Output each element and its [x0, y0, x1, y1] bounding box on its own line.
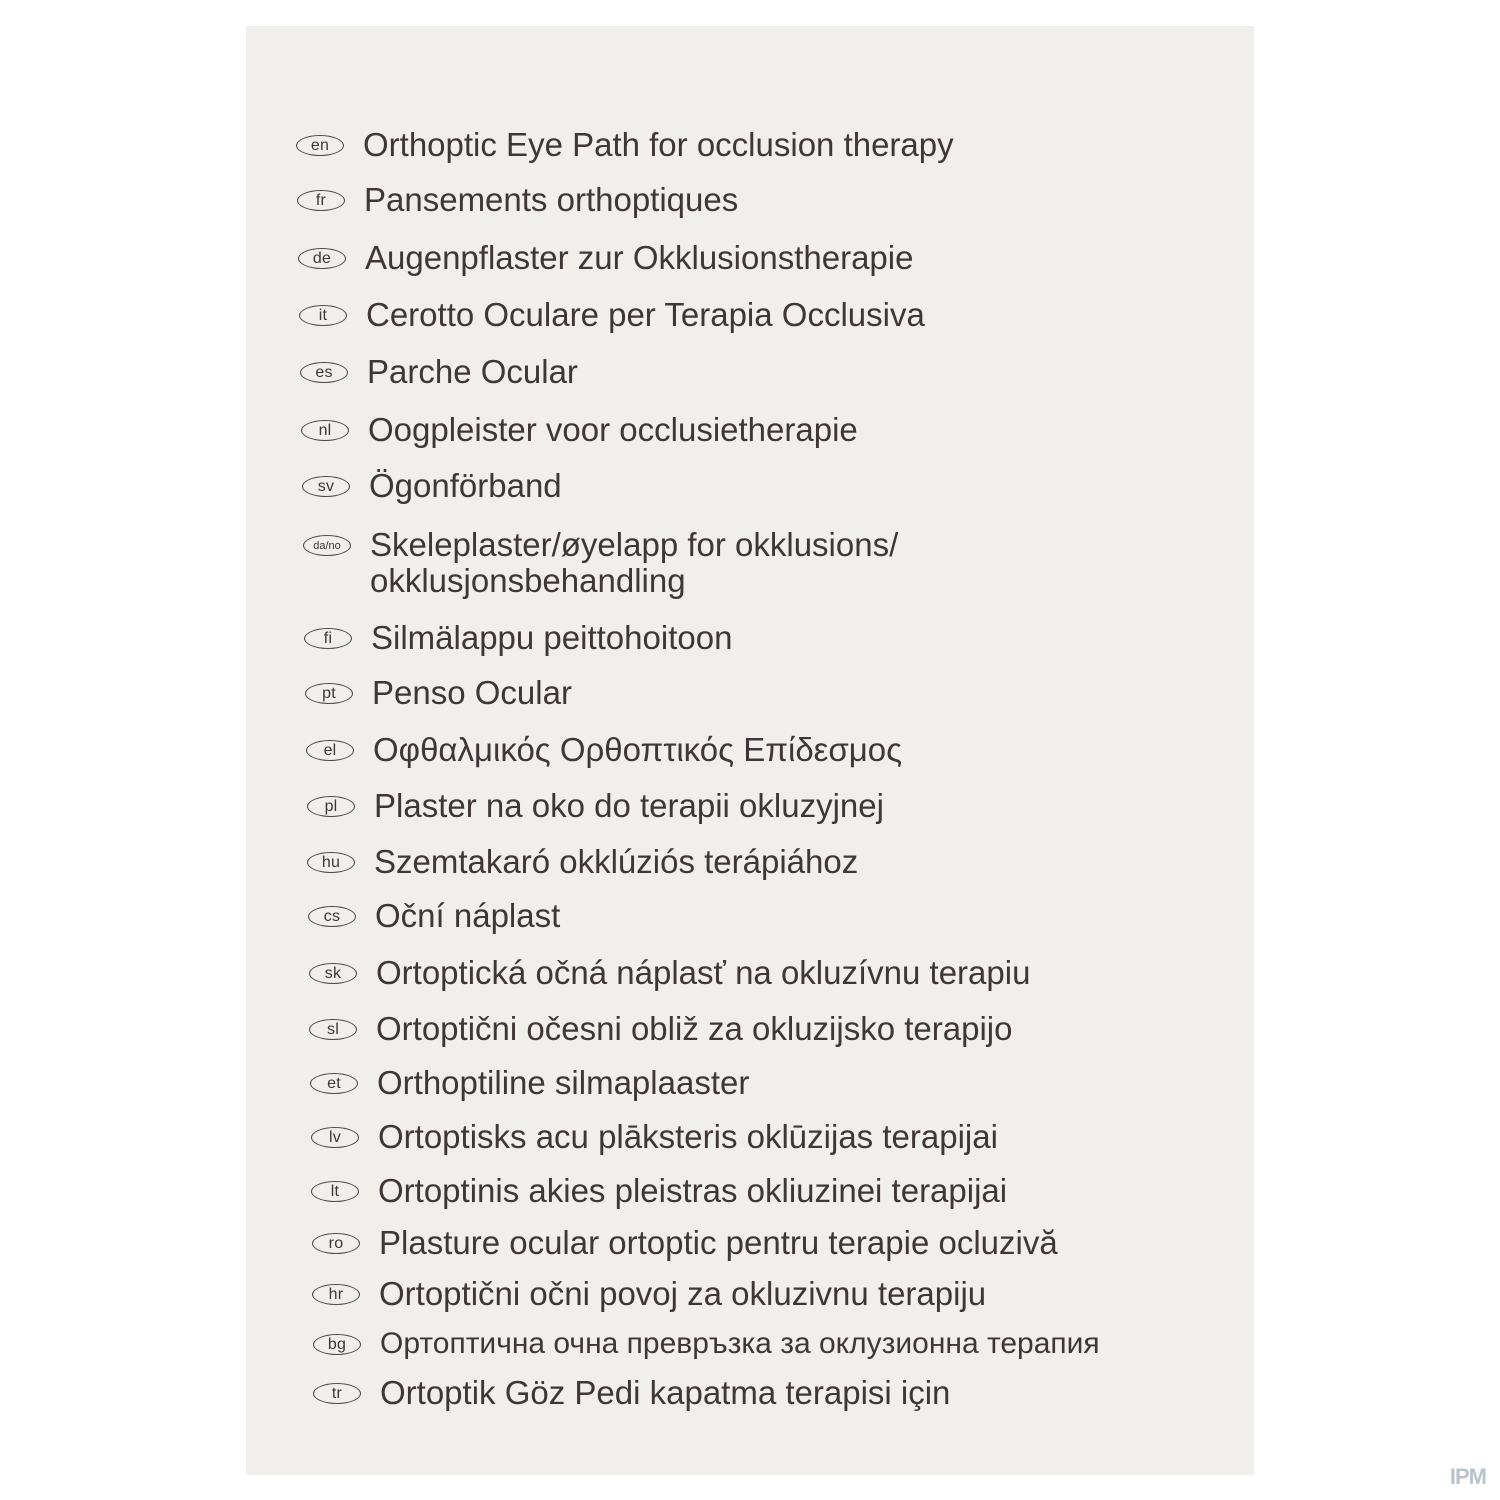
language-row-tr	[313, 1374, 950, 1411]
product-name: Silmälappu peittohoitoon	[371, 619, 733, 656]
product-name: Oogpleister voor occlusietherapie	[368, 411, 858, 448]
product-name: Oční náplast	[375, 897, 561, 934]
language-row-da-no	[303, 526, 898, 599]
product-name: Penso Ocular	[372, 674, 572, 711]
language-row-lv	[311, 1118, 998, 1155]
language-row-es	[300, 353, 578, 390]
language-code-badge: et	[310, 1073, 358, 1094]
language-code-badge: it	[299, 305, 347, 326]
product-name: Augenpflaster zur Okklusionstherapie	[365, 239, 914, 276]
language-code-badge: fi	[304, 628, 352, 649]
language-row-fi	[304, 619, 732, 656]
product-name: Cerotto Oculare per Terapia Occlusiva	[366, 296, 925, 333]
language-code-badge: sv	[302, 476, 350, 497]
language-code-badge: ro	[312, 1233, 360, 1254]
product-name: Ögonförband	[369, 467, 562, 504]
language-code-badge: hr	[312, 1284, 360, 1305]
language-row-fr	[297, 181, 738, 218]
product-name: Ортоптична очна превръзка за оклузионна терапия	[380, 1327, 1100, 1360]
product-name-line-2: okklusjonsbehandling	[370, 562, 686, 599]
language-row-el	[306, 731, 902, 768]
language-list	[246, 26, 1254, 1475]
language-row-pt	[305, 674, 572, 711]
product-name: Parche Ocular	[367, 353, 578, 390]
product-name: Plasture ocular ortoptic pentru terapie ocluzivă	[379, 1224, 1058, 1261]
language-row-pl	[307, 787, 884, 824]
language-row-sk	[309, 954, 1030, 991]
language-code-badge: pl	[307, 796, 355, 817]
watermark-logo: IPM	[1449, 1464, 1486, 1489]
product-name: Plaster na oko do terapii okluzyjnej	[374, 787, 884, 824]
language-row-sl	[309, 1010, 1012, 1047]
product-name: Szemtakaró okklúziós terápiához	[374, 843, 859, 880]
product-name: Pansements orthoptiques	[364, 181, 739, 218]
language-code-badge: el	[306, 740, 354, 761]
language-code-badge: lv	[311, 1127, 359, 1148]
product-name-line-1: Skeleplaster/øyelapp for okklusions/	[370, 526, 899, 563]
language-row-et	[310, 1064, 749, 1101]
product-name: Οφθαλμικός Ορθοπτικός Επίδεσμος	[373, 731, 903, 768]
language-code-badge: sl	[309, 1019, 357, 1040]
language-code-badge: sk	[309, 963, 357, 984]
language-row-nl	[301, 411, 858, 448]
product-name	[370, 526, 898, 599]
language-row-lt	[311, 1172, 1007, 1209]
language-row-en	[296, 126, 954, 163]
product-name: Ortoptisks acu plāksteris oklūzijas terapijai	[378, 1118, 998, 1155]
leaflet-card	[246, 26, 1254, 1475]
language-code-badge: fr	[297, 190, 345, 211]
product-name: Ortoptická očná náplasť na okluzívnu terapiu	[376, 954, 1031, 991]
language-row-ro	[312, 1224, 1058, 1261]
language-row-sv	[302, 467, 562, 504]
language-row-de	[298, 239, 913, 276]
product-name: Ortoptik Göz Pedi kapatma terapisi için	[380, 1374, 951, 1411]
language-code-badge: bg	[313, 1334, 361, 1355]
language-code-badge: tr	[313, 1383, 361, 1404]
language-code-badge: lt	[311, 1181, 359, 1202]
language-row-hr	[312, 1275, 986, 1312]
product-name: Ortoptični očesni obliž za okluzijsko terapijo	[376, 1010, 1013, 1047]
language-code-badge: es	[300, 362, 348, 383]
language-code-badge: nl	[301, 420, 349, 441]
language-row-bg	[313, 1325, 1100, 1362]
language-row-hu	[307, 843, 858, 880]
language-row-cs	[308, 897, 560, 934]
product-name: Ortoptinis akies pleistras okliuzinei terapijai	[378, 1172, 1008, 1209]
language-row-it	[299, 296, 925, 333]
product-name: Orthoptiline silmaplaaster	[377, 1064, 750, 1101]
language-code-badge: cs	[308, 906, 356, 927]
language-code-badge: de	[298, 248, 346, 269]
language-code-badge: da/no	[303, 535, 351, 556]
language-code-badge: pt	[305, 683, 353, 704]
product-name: Orthoptic Eye Path for occlusion therapy	[363, 126, 954, 163]
language-code-badge: hu	[307, 852, 355, 873]
language-code-badge: en	[296, 135, 344, 156]
product-name: Ortoptični očni povoj za okluzivnu terapiju	[379, 1275, 987, 1312]
